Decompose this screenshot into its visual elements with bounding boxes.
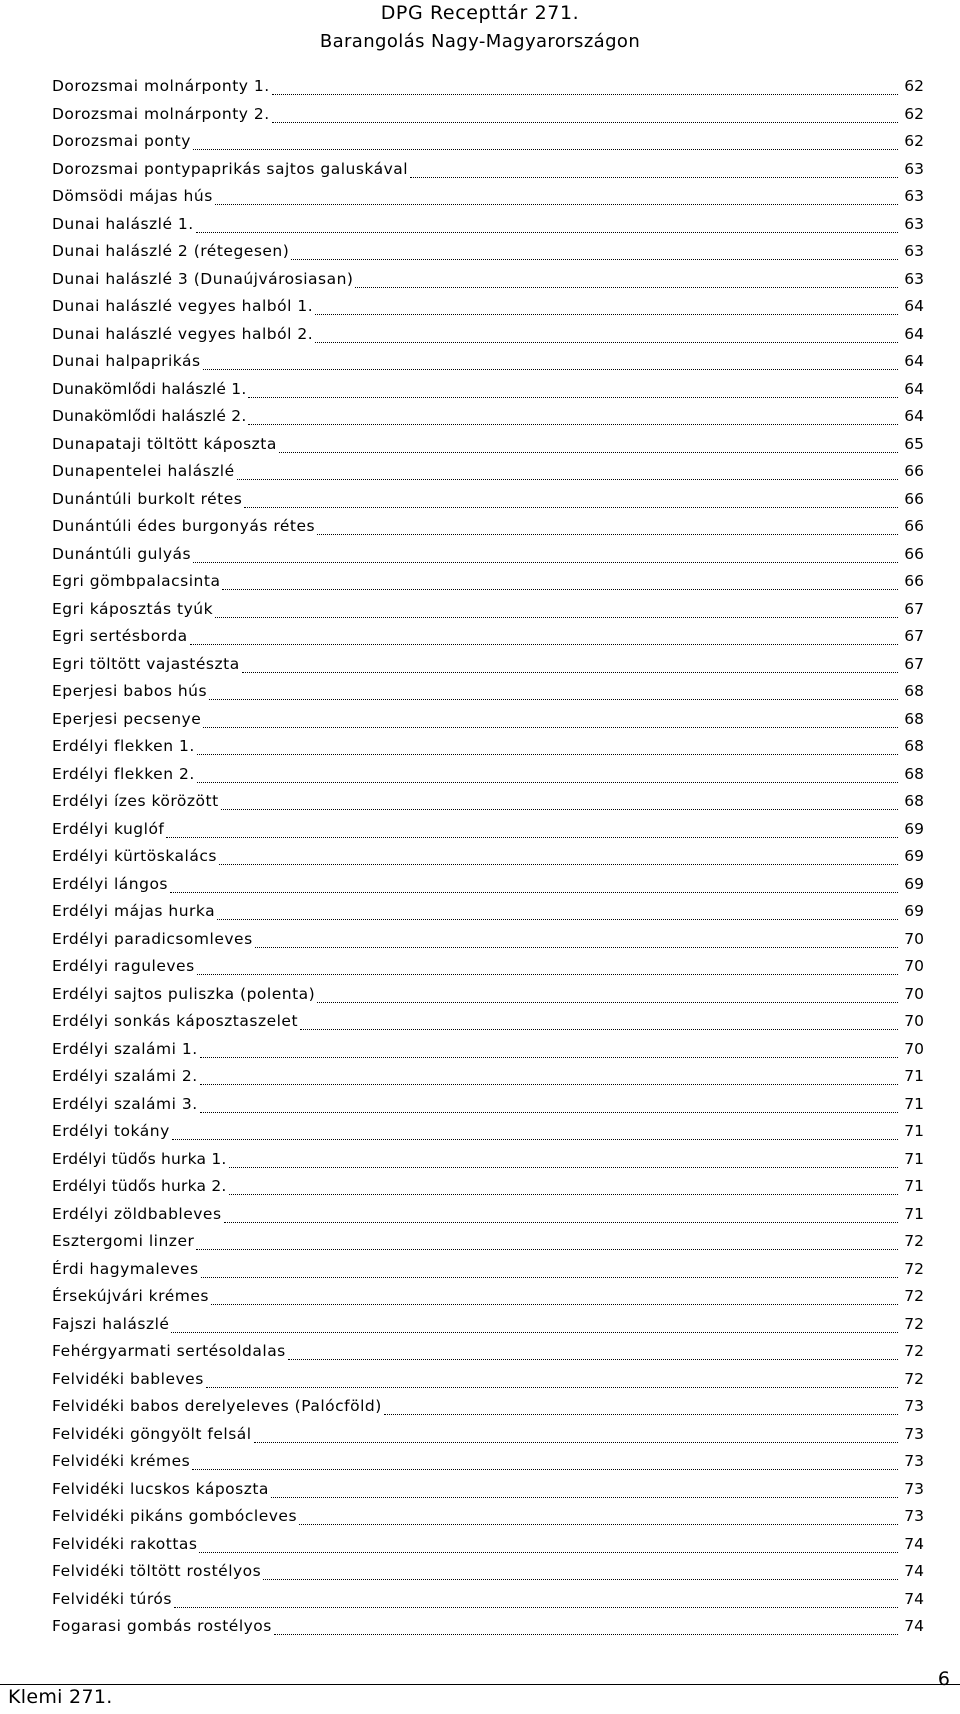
- header-subtitle: Barangolás Nagy-Magyarországon: [319, 31, 641, 52]
- toc-entry[interactable]: [52, 678, 924, 706]
- toc-leader-dots: [170, 882, 898, 893]
- toc-leader-dots: [221, 799, 898, 810]
- toc-entry-title: Erdélyi ízes körözött: [52, 792, 219, 810]
- toc-entry[interactable]: [52, 926, 924, 954]
- toc-entry-title: Erdélyi raguleves: [52, 957, 195, 975]
- toc-entry-page: 64: [904, 324, 924, 343]
- toc-entry-title: Esztergomi linzer: [52, 1232, 195, 1250]
- toc-entry-page: 72: [904, 1314, 924, 1333]
- toc-entry-title: Erdélyi tüdős hurka 2.: [52, 1177, 227, 1195]
- toc-entry-page: 71: [904, 1094, 924, 1113]
- toc-leader-dots: [317, 524, 898, 535]
- toc-entry-page: 64: [904, 352, 924, 370]
- toc-entry-page: 66: [904, 462, 924, 480]
- toc-leader-dots: [172, 1129, 898, 1140]
- toc-entry-page: 71: [904, 1067, 924, 1085]
- toc-entry-title: Egri sertésborda: [52, 627, 188, 645]
- toc-entry[interactable]: [52, 128, 924, 156]
- toc-entry[interactable]: [52, 458, 924, 486]
- toc-entry-page: 73: [904, 1452, 924, 1470]
- toc-entry-title: Erdélyi sajtos puliszka (polenta): [52, 984, 316, 1003]
- toc-entry-title: Erdélyi flekken 2.: [52, 764, 195, 783]
- toc-entry[interactable]: [52, 596, 924, 624]
- page-number: 6: [937, 1668, 950, 1690]
- toc-entry-page: 71: [904, 1204, 924, 1223]
- toc-entry[interactable]: [52, 898, 924, 926]
- toc-entry-title: Erdélyi kürtöskalács: [52, 847, 217, 865]
- toc-entry[interactable]: [52, 513, 924, 541]
- toc-leader-dots: [272, 112, 898, 123]
- toc-entry-title: Dunai halászlé 2 (rétegesen): [52, 242, 290, 260]
- toc-entry-title: Felvidéki túrós: [52, 1589, 172, 1608]
- toc-entry[interactable]: [52, 1503, 924, 1531]
- toc-entry-page: 64: [904, 379, 924, 398]
- toc-leader-dots: [222, 579, 898, 590]
- toc-entry-title: Fehérgyarmati sertésoldalas: [52, 1342, 286, 1360]
- toc-entry-page: 74: [904, 1589, 924, 1608]
- toc-entry-title: Felvidéki töltött rostélyos: [52, 1562, 262, 1580]
- toc-entry[interactable]: [52, 1421, 924, 1449]
- toc-entry[interactable]: [52, 486, 924, 514]
- toc-entry-page: 67: [904, 654, 924, 673]
- toc-entry[interactable]: [52, 1558, 924, 1586]
- toc-entry[interactable]: [52, 1118, 924, 1146]
- toc-entry[interactable]: [52, 568, 924, 596]
- toc-leader-dots: [215, 607, 898, 618]
- toc-entry-page: 70: [904, 1012, 924, 1030]
- toc-entry-title: Dorozsmai molnárponty 2.: [52, 104, 270, 123]
- toc-entry[interactable]: [52, 871, 924, 899]
- toc-entry-title: Erdélyi szalámi 2.: [52, 1067, 198, 1085]
- toc-entry-page: 72: [904, 1259, 924, 1278]
- toc-entry-title: Érsekújvári krémes: [52, 1287, 209, 1305]
- toc-entry[interactable]: [52, 1393, 924, 1421]
- toc-entry[interactable]: [52, 1613, 924, 1641]
- toc-entry[interactable]: [52, 1036, 924, 1064]
- toc-leader-dots: [315, 332, 898, 343]
- toc-entry-page: 70: [904, 957, 924, 975]
- toc-entry[interactable]: [52, 1531, 924, 1559]
- toc-leader-dots: [255, 937, 898, 948]
- toc-leader-dots: [197, 772, 898, 783]
- toc-leader-dots: [193, 139, 898, 150]
- toc-leader-dots: [203, 359, 898, 370]
- toc-leader-dots: [254, 1432, 898, 1443]
- toc-entry-title: Felvidéki krémes: [52, 1452, 191, 1470]
- toc-entry[interactable]: [52, 953, 924, 981]
- toc-leader-dots: [215, 194, 898, 205]
- toc-entry-page: 67: [904, 599, 924, 618]
- toc-entry-title: Erdélyi zöldbableves: [52, 1204, 222, 1223]
- toc-entry-page: 66: [904, 572, 924, 590]
- toc-entry-title: Erdélyi májas hurka: [52, 902, 216, 920]
- toc-entry-title: Dunai halászlé 3 (Dunaújvárosiasan): [52, 269, 354, 288]
- toc-entry-title: Fogarasi gombás rostélyos: [52, 1617, 272, 1635]
- toc-leader-dots: [196, 222, 898, 233]
- toc-entry-page: 73: [904, 1424, 924, 1443]
- toc-entry[interactable]: [52, 1173, 924, 1201]
- toc-entry[interactable]: [52, 1338, 924, 1366]
- toc-entry-page: 63: [904, 242, 924, 260]
- toc-entry-page: 72: [904, 1342, 924, 1360]
- toc-entry[interactable]: [52, 348, 924, 376]
- toc-entry-title: Dömsödi májas hús: [52, 187, 213, 205]
- toc-entry[interactable]: [52, 156, 924, 184]
- toc-leader-dots: [211, 1294, 898, 1305]
- toc-leader-dots: [201, 1267, 898, 1278]
- toc-entry[interactable]: [52, 816, 924, 844]
- toc-entry[interactable]: [52, 706, 924, 734]
- toc-entry[interactable]: [52, 761, 924, 789]
- toc-entry[interactable]: [52, 1063, 924, 1091]
- toc-entry[interactable]: [52, 541, 924, 569]
- toc-entry[interactable]: [52, 1448, 924, 1476]
- toc-entry[interactable]: [52, 211, 924, 239]
- toc-entry[interactable]: [52, 403, 924, 431]
- toc-leader-dots: [244, 497, 898, 508]
- toc-entry-title: Dunakömlődi halászlé 1.: [52, 379, 247, 398]
- toc-entry[interactable]: [52, 183, 924, 211]
- toc-entry-page: 63: [904, 187, 924, 205]
- toc-entry-page: 63: [904, 214, 924, 233]
- toc-leader-dots: [384, 1404, 898, 1415]
- toc-leader-dots: [190, 634, 898, 645]
- toc-leader-dots: [219, 854, 898, 865]
- toc-entry-title: Felvidéki lucskos káposzta: [52, 1479, 269, 1498]
- toc-entry-page: 63: [904, 269, 924, 288]
- table-of-contents: [52, 73, 924, 1641]
- toc-entry-title: Dunakömlődi halászlé 2.: [52, 407, 247, 425]
- toc-leader-dots: [237, 469, 898, 480]
- toc-entry[interactable]: [52, 843, 924, 871]
- toc-entry-title: Dorozsmai ponty: [52, 132, 191, 150]
- toc-entry-page: 69: [904, 819, 924, 838]
- toc-leader-dots: [272, 84, 898, 95]
- toc-leader-dots: [200, 1074, 898, 1085]
- toc-leader-dots: [200, 1102, 898, 1113]
- toc-leader-dots: [229, 1184, 898, 1195]
- toc-leader-dots: [174, 1597, 898, 1608]
- toc-entry[interactable]: [52, 788, 924, 816]
- header-title: DPG Recepttár 271.: [380, 2, 580, 24]
- toc-entry[interactable]: [52, 321, 924, 349]
- toc-entry-page: 74: [904, 1562, 924, 1580]
- toc-leader-dots: [263, 1569, 898, 1580]
- toc-entry-page: 74: [904, 1534, 924, 1553]
- toc-entry-page: 72: [904, 1287, 924, 1305]
- toc-entry[interactable]: [52, 733, 924, 761]
- toc-entry-title: Erdélyi sonkás káposztaszelet: [52, 1012, 299, 1030]
- toc-entry-title: Dunai halpaprikás: [52, 352, 201, 370]
- toc-entry-title: Fajszi halászlé: [52, 1314, 170, 1333]
- toc-entry-page: 69: [904, 847, 924, 865]
- toc-entry[interactable]: [52, 1228, 924, 1256]
- toc-entry-page: 72: [904, 1369, 924, 1388]
- toc-entry-title: Dunai halászlé vegyes halból 2.: [52, 324, 314, 343]
- toc-leader-dots: [317, 992, 898, 1003]
- toc-entry-page: 73: [904, 1507, 924, 1525]
- toc-leader-dots: [200, 1047, 898, 1058]
- toc-entry-page: 63: [904, 159, 924, 178]
- toc-entry-page: 70: [904, 929, 924, 948]
- toc-entry-title: Dunai halászlé 1.: [52, 214, 194, 233]
- toc-entry-title: Felvidéki babos derelyeleves (Palócföld): [52, 1397, 382, 1415]
- toc-entry-title: Felvidéki bableves: [52, 1369, 204, 1388]
- toc-leader-dots: [248, 414, 898, 425]
- toc-leader-dots: [355, 277, 898, 288]
- toc-leader-dots: [193, 552, 898, 563]
- toc-entry-page: 73: [904, 1397, 924, 1415]
- toc-entry-title: Felvidéki rakottas: [52, 1534, 198, 1553]
- toc-leader-dots: [206, 1377, 898, 1388]
- toc-leader-dots: [229, 1157, 898, 1168]
- toc-entry-title: Egri káposztás tyúk: [52, 599, 214, 618]
- toc-entry-page: 62: [904, 77, 924, 95]
- toc-entry-page: 69: [904, 874, 924, 893]
- toc-entry-title: Dorozsmai molnárponty 1.: [52, 77, 270, 95]
- toc-entry-title: Dunai halászlé vegyes halból 1.: [52, 297, 314, 315]
- toc-entry-page: 66: [904, 544, 924, 563]
- toc-entry[interactable]: [52, 1586, 924, 1614]
- footer-label: Klemi 271.: [8, 1686, 113, 1708]
- toc-entry-title: Erdélyi tüdős hurka 1.: [52, 1149, 227, 1168]
- toc-entry[interactable]: [52, 651, 924, 679]
- toc-entry[interactable]: [52, 101, 924, 129]
- toc-entry-page: 68: [904, 737, 924, 755]
- toc-entry-page: 71: [904, 1177, 924, 1195]
- toc-entry-title: Felvidéki pikáns gombócleves: [52, 1507, 298, 1525]
- toc-entry-title: Dunántúli burkolt rétes: [52, 489, 243, 508]
- toc-entry[interactable]: [52, 238, 924, 266]
- toc-entry[interactable]: [52, 1476, 924, 1504]
- toc-entry-title: Felvidéki göngyölt felsál: [52, 1424, 252, 1443]
- toc-entry-title: Egri gömbpalacsinta: [52, 572, 221, 590]
- toc-entry[interactable]: [52, 1091, 924, 1119]
- toc-entry-page: 66: [904, 517, 924, 535]
- toc-entry-page: 68: [904, 764, 924, 783]
- toc-entry-page: 67: [904, 627, 924, 645]
- toc-entry-page: 71: [904, 1122, 924, 1140]
- toc-leader-dots: [203, 717, 898, 728]
- toc-leader-dots: [171, 1322, 898, 1333]
- toc-entry-title: Eperjesi pecsenye: [52, 709, 202, 728]
- toc-leader-dots: [242, 662, 898, 673]
- toc-entry-page: 68: [904, 682, 924, 700]
- toc-entry-page: 70: [904, 1039, 924, 1058]
- toc-entry-page: 68: [904, 792, 924, 810]
- toc-leader-dots: [166, 827, 898, 838]
- toc-leader-dots: [197, 964, 898, 975]
- toc-entry-page: 62: [904, 104, 924, 123]
- toc-leader-dots: [197, 744, 898, 755]
- toc-entry-page: 62: [904, 132, 924, 150]
- toc-entry-title: Eperjesi babos hús: [52, 682, 208, 700]
- toc-entry-title: Erdélyi tokány: [52, 1122, 170, 1140]
- footer-divider: [0, 1684, 960, 1685]
- toc-entry-title: Erdélyi lángos: [52, 874, 169, 893]
- toc-entry-page: 65: [904, 434, 924, 453]
- toc-entry-title: Erdélyi szalámi 1.: [52, 1039, 198, 1058]
- toc-entry[interactable]: [52, 1283, 924, 1311]
- toc-entry-page: 68: [904, 709, 924, 728]
- toc-entry-page: 64: [904, 297, 924, 315]
- toc-entry-page: 66: [904, 489, 924, 508]
- toc-leader-dots: [315, 304, 898, 315]
- toc-entry-title: Dunapentelei halászlé: [52, 462, 235, 480]
- toc-entry[interactable]: [52, 1008, 924, 1036]
- toc-leader-dots: [291, 249, 898, 260]
- toc-leader-dots: [248, 387, 898, 398]
- toc-leader-dots: [288, 1349, 898, 1360]
- toc-entry-title: Érdi hagymaleves: [52, 1259, 199, 1278]
- toc-entry[interactable]: [52, 376, 924, 404]
- toc-entry-title: Dunántúli édes burgonyás rétes: [52, 517, 316, 535]
- toc-entry[interactable]: [52, 1201, 924, 1229]
- toc-entry-page: 74: [904, 1617, 924, 1635]
- toc-entry-title: Dunántúli gulyás: [52, 544, 192, 563]
- toc-entry-page: 72: [904, 1232, 924, 1250]
- toc-leader-dots: [224, 1212, 898, 1223]
- toc-entry[interactable]: [52, 623, 924, 651]
- toc-entry[interactable]: [52, 1146, 924, 1174]
- toc-entry-title: Dunapataji töltött káposzta: [52, 434, 277, 453]
- toc-leader-dots: [209, 689, 898, 700]
- toc-leader-dots: [199, 1542, 898, 1553]
- toc-entry-title: Erdélyi szalámi 3.: [52, 1094, 198, 1113]
- toc-entry-title: Erdélyi flekken 1.: [52, 737, 195, 755]
- toc-leader-dots: [274, 1624, 898, 1635]
- toc-entry[interactable]: [52, 73, 924, 101]
- toc-entry-title: Dorozsmai pontypaprikás sajtos galuskával: [52, 159, 409, 178]
- toc-leader-dots: [217, 909, 898, 920]
- toc-entry-page: 69: [904, 902, 924, 920]
- toc-entry-title: Erdélyi paradicsomleves: [52, 929, 253, 948]
- toc-entry-page: 73: [904, 1479, 924, 1498]
- toc-leader-dots: [279, 442, 898, 453]
- toc-entry-page: 71: [904, 1149, 924, 1168]
- toc-entry-title: Erdélyi kuglóf: [52, 819, 165, 838]
- toc-entry[interactable]: [52, 431, 924, 459]
- toc-entry[interactable]: [52, 1256, 924, 1284]
- toc-entry[interactable]: [52, 266, 924, 294]
- toc-entry[interactable]: [52, 293, 924, 321]
- toc-entry[interactable]: [52, 981, 924, 1009]
- toc-entry-title: Egri töltött vajastészta: [52, 654, 240, 673]
- toc-leader-dots: [410, 167, 898, 178]
- toc-entry-page: 70: [904, 984, 924, 1003]
- toc-leader-dots: [196, 1239, 898, 1250]
- toc-leader-dots: [299, 1514, 898, 1525]
- toc-entry-page: 64: [904, 407, 924, 425]
- toc-leader-dots: [192, 1459, 898, 1470]
- toc-leader-dots: [271, 1487, 898, 1498]
- toc-entry[interactable]: [52, 1311, 924, 1339]
- toc-entry[interactable]: [52, 1366, 924, 1394]
- toc-leader-dots: [300, 1019, 898, 1030]
